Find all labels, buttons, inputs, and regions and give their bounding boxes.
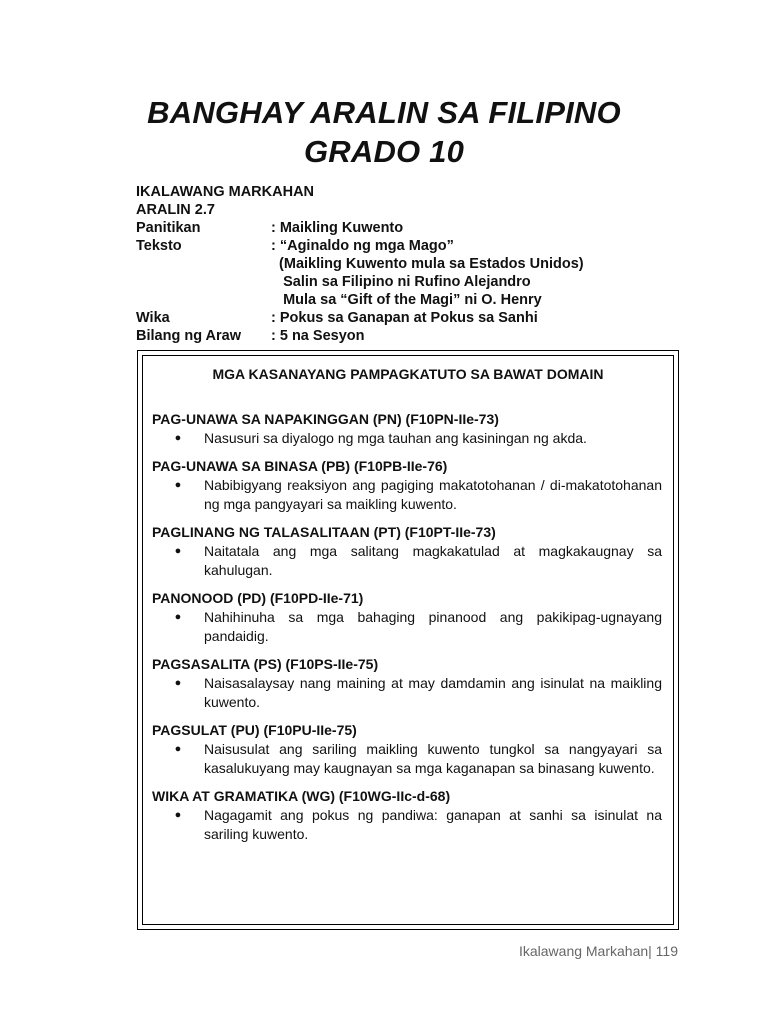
- competency-text: Naisusulat ang sariling maikling kuwento tungkol sa nangyayari sa kasalukuyang may kaugnayan sa mga kaganapan sa binasang kuwento.: [204, 741, 662, 776]
- page-footer: Ikalawang Markahan| 119: [518, 943, 678, 959]
- domain-title: PAGSULAT (PU) (F10PU-IIe-75): [152, 722, 357, 738]
- info-label: [136, 255, 271, 273]
- bullet-icon: ●: [174, 432, 182, 444]
- competency-text: Nasusuri sa diyalogo ng mga tauhan ang kasiningan ng akda.: [204, 430, 587, 446]
- domain-title: PAGSASALITA (PS) (F10PS-IIe-75): [152, 656, 379, 672]
- info-value: Salin sa Filipino ni Rufino Alejandro: [271, 274, 531, 290]
- competency-item: [152, 542, 662, 580]
- domain-pt: [152, 523, 662, 580]
- info-row-bilang-ng-araw: [136, 327, 584, 345]
- domain-pu: [152, 721, 662, 778]
- info-value: : Maikling Kuwento: [271, 220, 404, 236]
- quarter-text: IKALAWANG MARKAHAN: [136, 184, 315, 200]
- competency-text: Nagagamit ang pokus ng pandiwa: ganapan at sanhi sa isinulat na sariling kuwento.: [204, 807, 662, 842]
- info-row-teksto-origin: [136, 255, 584, 273]
- info-label: Bilang ng Araw: [136, 328, 241, 344]
- bullet-icon: ●: [174, 677, 182, 689]
- info-label: [136, 273, 271, 291]
- bullet-icon: ●: [174, 743, 182, 755]
- competency-text: Nabibigyang reaksiyon ang pagiging makatotohanan / di-makatotohanan ng mga pangyayari sa maikling kuwento.: [204, 477, 662, 512]
- competency-item: [152, 674, 662, 712]
- info-value: : 5 na Sesyon: [271, 328, 365, 344]
- competency-text: Nahihinuha sa mga bahaging pinanood ang pakikipag-ugnayang pandaidig.: [204, 609, 662, 644]
- domain-pb: [152, 457, 662, 514]
- info-row-teksto: [136, 237, 584, 255]
- bullet-icon: ●: [174, 809, 182, 821]
- lesson-text: ARALIN 2.7: [136, 202, 215, 218]
- competency-text: Naitatala ang mga salitang magkakatulad at magkakaugnay sa kahulugan.: [204, 543, 662, 578]
- bullet-icon: ●: [174, 479, 182, 491]
- info-label: Panitikan: [136, 220, 201, 236]
- bullet-icon: ●: [174, 611, 182, 623]
- competency-item: [152, 429, 662, 448]
- competencies-heading: MGA KASANAYANG PAMPAGKATUTO SA BAWAT DOMAIN: [212, 366, 604, 382]
- domain-pn: [152, 410, 662, 448]
- domain-title: WIKA AT GRAMATIKA (WG) (F10WG-IIc-d-68): [152, 788, 451, 804]
- quarter-label: [136, 183, 584, 201]
- info-row-panitikan: [136, 219, 584, 237]
- info-row-wika: [136, 309, 584, 327]
- domain-title: PAG-UNAWA SA NAPAKINGGAN (PN) (F10PN-IIe-73): [152, 411, 499, 427]
- competency-item: [152, 608, 662, 646]
- info-label: Teksto: [136, 238, 182, 254]
- domain-pd: [152, 589, 662, 646]
- domain-wg: [152, 787, 662, 844]
- document-title: BANGHAY ARALIN SA FILIPINO: [147, 95, 621, 130]
- competencies-box: [137, 350, 679, 930]
- competency-item: [152, 740, 662, 778]
- domain-list: [152, 410, 662, 853]
- lesson-info: [136, 183, 584, 345]
- competencies-box-inner: [142, 355, 674, 925]
- info-value: Mula sa “Gift of the Magi” ni O. Henry: [271, 292, 542, 308]
- domain-title: PANONOOD (PD) (F10PD-IIe-71): [152, 590, 364, 606]
- info-label: [136, 291, 271, 309]
- info-value: : “Aginaldo ng mga Mago”: [271, 238, 454, 254]
- bullet-icon: ●: [174, 545, 182, 557]
- info-label: Wika: [136, 310, 170, 326]
- domain-title: PAG-UNAWA SA BINASA (PB) (F10PB-IIe-76): [152, 458, 448, 474]
- document-subtitle: GRADO 10: [303, 134, 465, 169]
- info-value: : Pokus sa Ganapan at Pokus sa Sanhi: [271, 310, 538, 326]
- domain-ps: [152, 655, 662, 712]
- competency-item: [152, 806, 662, 844]
- competency-text: Naisasalaysay nang maining at may damdamin ang isinulat na maikling kuwento.: [204, 675, 662, 710]
- info-row-teksto-translator: [136, 273, 584, 291]
- domain-title: PAGLINANG NG TALASALITAAN (PT) (F10PT-IIe-73): [152, 524, 496, 540]
- info-value: (Maikling Kuwento mula sa Estados Unidos): [271, 256, 584, 272]
- info-row-teksto-source: [136, 291, 584, 309]
- competency-item: [152, 476, 662, 514]
- lesson-label: [136, 201, 584, 219]
